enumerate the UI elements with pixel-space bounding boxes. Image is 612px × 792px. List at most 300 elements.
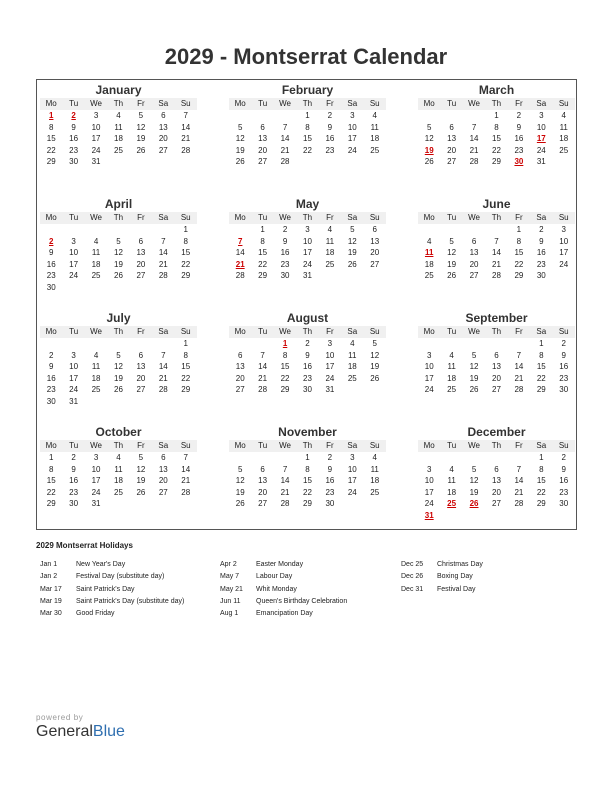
day-cell (485, 452, 507, 464)
day-cell: 22 (536, 487, 546, 497)
weekday-label: Tu (69, 99, 79, 108)
month-september (418, 311, 575, 396)
day-cell: 1 (305, 453, 310, 462)
day-cell: 23 (46, 271, 56, 281)
holiday-day: 17 (536, 134, 546, 144)
day-cell: 19 (469, 487, 479, 497)
month-name: September (465, 311, 528, 325)
day-cell: 19 (136, 134, 146, 144)
footer-branding (36, 713, 125, 741)
weekday-label: Tu (258, 99, 268, 108)
day-cell: 7 (282, 122, 288, 132)
week-row (40, 338, 197, 350)
weekday-header (418, 440, 575, 452)
day-cell: 4 (372, 453, 377, 462)
day-cell: 13 (158, 464, 168, 474)
weekday-label: Tu (69, 213, 79, 222)
day-cell: 24 (91, 487, 101, 497)
day-cell: 8 (516, 236, 522, 246)
day-cell (175, 396, 197, 408)
day-cell: 15 (258, 248, 268, 258)
holiday-entry (220, 596, 400, 608)
day-cell (130, 156, 152, 168)
holiday-entry (220, 608, 400, 620)
brand-blue: Blue (92, 723, 125, 740)
day-cell: 14 (514, 476, 524, 486)
day-cell: 18 (370, 134, 380, 144)
day-cell: 11 (447, 362, 456, 372)
month-december (418, 425, 575, 522)
week-row (229, 475, 386, 487)
day-cell: 8 (305, 122, 310, 132)
day-cell: 5 (237, 464, 243, 474)
week-row (40, 361, 197, 373)
week-row (40, 464, 197, 476)
day-cell (40, 338, 62, 350)
day-cell: 7 (516, 350, 522, 360)
day-cell: 2 (48, 350, 54, 360)
day-cell: 27 (258, 499, 268, 509)
holiday-name: Festival Day (437, 585, 476, 593)
day-cell: 8 (494, 122, 499, 132)
week-row (40, 498, 197, 510)
holiday-entry (40, 559, 220, 571)
day-cell: 29 (536, 499, 546, 509)
day-cell: 17 (347, 134, 357, 144)
day-cell: 30 (559, 499, 569, 509)
day-cell: 12 (469, 476, 479, 486)
day-cell: 14 (469, 134, 479, 144)
holiday-day: 1 (48, 111, 54, 120)
day-cell: 27 (258, 157, 268, 167)
month-january (40, 83, 197, 168)
day-cell: 20 (235, 373, 245, 383)
generalblue-logo (36, 723, 125, 741)
month-name: August (286, 311, 329, 325)
day-cell (508, 452, 530, 464)
day-cell: 26 (235, 157, 245, 167)
day-cell: 6 (138, 350, 144, 360)
week-row (229, 247, 386, 259)
day-cell: 11 (447, 476, 456, 486)
week-row (418, 475, 575, 487)
holiday-name: Boxing Day (437, 573, 473, 581)
day-cell (508, 510, 530, 522)
day-cell (152, 156, 174, 168)
day-cell: 7 (516, 464, 522, 474)
day-cell: 3 (539, 111, 544, 120)
day-cell: 17 (424, 487, 434, 497)
week-row (418, 133, 575, 145)
month-june (418, 197, 575, 282)
holiday-day: 7 (237, 236, 243, 246)
holiday-entry (401, 584, 581, 596)
weekday-label: Tu (258, 327, 268, 336)
weekday-label: Mo (423, 441, 435, 450)
day-cell (251, 452, 273, 464)
weekday-label: We (90, 327, 102, 336)
day-cell: 1 (494, 111, 499, 120)
day-cell (553, 156, 575, 168)
day-cell: 27 (136, 385, 146, 395)
day-cell: 29 (280, 385, 290, 395)
day-cell: 1 (516, 225, 522, 234)
day-cell (530, 510, 552, 522)
weekday-label: Sa (347, 99, 358, 108)
day-cell: 10 (69, 248, 79, 258)
day-cell: 24 (347, 487, 357, 497)
week-row (40, 156, 197, 168)
weekday-label: Tu (258, 213, 268, 222)
day-cell (553, 270, 575, 282)
day-cell: 4 (116, 453, 121, 462)
weekday-label: Mo (45, 99, 57, 108)
holiday-date: Apr 2 (220, 561, 237, 568)
holiday-day: 2 (48, 236, 54, 246)
week-row (40, 133, 197, 145)
week-row (418, 361, 575, 373)
week-row (229, 156, 386, 168)
day-cell: 29 (181, 385, 191, 395)
day-cell: 2 (282, 225, 288, 234)
day-cell: 12 (136, 464, 146, 474)
day-cell: 12 (447, 248, 457, 258)
week-row (40, 122, 197, 134)
day-cell: 19 (235, 145, 245, 155)
day-cell: 12 (136, 122, 146, 132)
day-cell: 19 (469, 373, 479, 383)
day-cell: 25 (370, 487, 380, 497)
day-cell (175, 156, 197, 168)
day-cell: 24 (536, 145, 546, 155)
day-cell: 17 (424, 373, 434, 383)
day-cell (62, 224, 84, 236)
day-cell: 15 (536, 476, 546, 486)
day-cell: 30 (559, 385, 569, 395)
day-cell (463, 452, 485, 464)
weekday-header (229, 98, 386, 110)
month-february (229, 83, 386, 168)
day-cell: 10 (325, 350, 335, 360)
day-cell: 26 (347, 259, 357, 269)
powered-by-text: powered by (36, 713, 84, 722)
day-cell: 17 (91, 476, 101, 486)
holiday-day: 19 (424, 145, 434, 155)
day-cell (130, 396, 152, 408)
day-cell (251, 338, 273, 350)
holiday-date: Aug 1 (220, 610, 239, 618)
holiday-column (220, 559, 400, 620)
day-cell: 7 (471, 122, 477, 132)
holiday-name: Whit Monday (256, 585, 297, 593)
day-cell: 20 (370, 248, 380, 258)
day-cell: 19 (136, 476, 146, 486)
day-cell (341, 498, 363, 510)
week-row (40, 452, 197, 464)
holiday-entry (40, 596, 220, 608)
day-cell: 8 (48, 122, 54, 132)
holiday-date: Jan 1 (40, 561, 58, 568)
day-cell: 16 (514, 134, 524, 144)
holiday-entry (40, 571, 220, 583)
day-cell: 3 (93, 111, 99, 120)
day-cell: 3 (426, 350, 432, 360)
weekday-header (229, 212, 386, 224)
day-cell: 6 (372, 225, 377, 234)
weekday-label: Su (180, 441, 191, 450)
day-cell (418, 452, 440, 464)
day-cell: 10 (91, 122, 101, 132)
week-row (418, 510, 575, 522)
day-cell: 6 (138, 236, 144, 246)
weekday-label: Mo (234, 99, 246, 108)
day-cell: 14 (514, 362, 524, 372)
week-row (418, 236, 575, 248)
day-cell: 30 (303, 385, 312, 395)
month-october (40, 425, 197, 510)
day-cell (553, 510, 575, 522)
day-cell: 5 (449, 236, 454, 246)
day-cell: 19 (235, 487, 245, 497)
day-cell: 22 (536, 373, 546, 383)
day-cell: 1 (183, 339, 188, 348)
day-cell: 10 (91, 464, 101, 474)
day-cell (463, 110, 485, 122)
weekday-label: Tu (258, 441, 268, 450)
day-cell: 30 (325, 499, 335, 509)
holiday-date: Dec 31 (401, 585, 424, 593)
day-cell (508, 338, 530, 350)
week-row (229, 122, 386, 134)
holiday-date: Jan 2 (40, 573, 58, 581)
weekday-label: Sa (347, 327, 358, 336)
day-cell: 25 (347, 373, 357, 383)
week-row (40, 110, 197, 122)
day-cell: 15 (181, 362, 191, 372)
week-row (40, 487, 197, 499)
week-row (229, 236, 386, 248)
day-cell: 25 (91, 271, 101, 281)
day-cell: 14 (280, 476, 290, 486)
week-row (40, 145, 197, 157)
day-cell (341, 156, 363, 168)
day-cell: 30 (536, 271, 546, 281)
day-cell: 2 (561, 453, 566, 462)
day-cell: 12 (424, 134, 434, 144)
day-cell: 20 (492, 487, 501, 497)
day-cell: 16 (69, 476, 79, 486)
day-cell: 24 (91, 145, 101, 155)
day-cell (485, 510, 507, 522)
day-cell: 28 (258, 385, 268, 395)
day-cell (229, 224, 251, 236)
calendar-grid (36, 79, 577, 530)
day-cell: 25 (114, 145, 123, 155)
day-cell: 26 (424, 157, 434, 167)
day-cell: 28 (280, 499, 290, 509)
day-cell (440, 510, 462, 522)
day-cell: 17 (325, 362, 335, 372)
day-cell: 15 (46, 134, 56, 144)
day-cell: 14 (158, 248, 168, 258)
day-cell: 20 (258, 487, 268, 497)
weekday-label: Tu (447, 441, 457, 450)
weekday-label: Th (113, 441, 124, 450)
day-cell: 3 (93, 453, 99, 462)
day-cell: 2 (539, 225, 544, 234)
day-cell: 4 (350, 339, 355, 348)
day-cell (85, 396, 107, 408)
day-cell: 16 (69, 134, 79, 144)
weekday-label: Su (369, 213, 380, 222)
weekday-label: We (468, 327, 480, 336)
day-cell: 23 (46, 385, 56, 395)
day-cell (85, 338, 107, 350)
day-cell: 6 (494, 350, 499, 360)
week-row (418, 259, 575, 271)
day-cell (152, 224, 174, 236)
weekday-label: Sa (158, 99, 169, 108)
day-cell: 11 (114, 464, 123, 474)
day-cell: 26 (114, 271, 123, 281)
month-name: June (482, 197, 511, 211)
day-cell (485, 338, 507, 350)
week-row (229, 384, 386, 396)
weekday-label: Su (558, 213, 569, 222)
day-cell: 21 (280, 487, 290, 497)
day-cell: 27 (492, 385, 501, 395)
day-cell: 20 (258, 145, 268, 155)
weekday-label: Su (369, 99, 380, 108)
week-row (229, 487, 386, 499)
weekday-label: Fr (326, 327, 334, 336)
day-cell: 18 (370, 476, 380, 486)
day-cell: 24 (347, 145, 357, 155)
day-cell: 3 (350, 453, 355, 462)
holidays-title: 2029 Montserrat Holidays (36, 541, 133, 550)
day-cell: 31 (325, 385, 335, 395)
month-name: July (106, 311, 131, 325)
month-july (40, 311, 197, 408)
day-cell: 10 (536, 122, 546, 132)
day-cell: 28 (181, 145, 191, 155)
day-cell: 23 (69, 487, 79, 497)
day-cell: 2 (516, 111, 522, 120)
day-cell: 1 (539, 339, 544, 348)
day-cell: 4 (93, 350, 99, 360)
day-cell (341, 384, 363, 396)
weekday-label: Th (491, 327, 502, 336)
weekday-label: We (279, 99, 291, 108)
day-cell: 3 (426, 464, 432, 474)
day-cell: 29 (46, 157, 56, 167)
day-cell (175, 498, 197, 510)
day-cell: 28 (280, 157, 290, 167)
day-cell: 6 (260, 464, 265, 474)
day-cell: 18 (347, 362, 357, 372)
day-cell: 5 (237, 122, 243, 132)
day-cell: 3 (305, 225, 310, 234)
weekday-label: Th (113, 327, 124, 336)
day-cell: 30 (46, 282, 56, 292)
day-cell: 8 (260, 236, 265, 246)
day-cell: 25 (424, 271, 434, 281)
week-row (229, 338, 386, 350)
holiday-name: Saint Patrick's Day (76, 585, 135, 593)
day-cell: 17 (69, 373, 79, 383)
day-cell: 4 (372, 111, 377, 120)
day-cell: 21 (492, 259, 501, 269)
day-cell: 25 (91, 385, 101, 395)
weekday-label: Th (113, 213, 124, 222)
week-row (229, 464, 386, 476)
day-cell (152, 396, 174, 408)
day-cell: 27 (370, 259, 380, 269)
day-cell: 7 (161, 236, 166, 246)
day-cell: 16 (46, 373, 56, 383)
weekday-label: Th (491, 99, 502, 108)
day-cell (418, 224, 440, 236)
month-name: November (278, 425, 337, 439)
day-cell: 13 (469, 248, 479, 258)
weekday-label: Fr (515, 99, 523, 108)
weekday-label: Su (369, 327, 380, 336)
day-cell (364, 498, 386, 510)
day-cell: 18 (91, 373, 101, 383)
day-cell: 12 (347, 236, 357, 246)
day-cell: 26 (136, 487, 146, 497)
day-cell: 1 (305, 111, 310, 120)
week-row (40, 475, 197, 487)
weekday-label: Th (302, 441, 313, 450)
month-april (40, 197, 197, 294)
day-cell: 16 (303, 362, 312, 372)
day-cell: 29 (258, 271, 268, 281)
day-cell (440, 452, 462, 464)
day-cell: 19 (114, 373, 123, 383)
day-cell: 25 (370, 145, 380, 155)
holiday-entry (220, 559, 400, 571)
day-cell: 19 (114, 259, 123, 269)
day-cell: 1 (260, 225, 265, 234)
day-cell: 15 (280, 362, 290, 372)
day-cell: 6 (161, 453, 166, 462)
day-cell (152, 498, 174, 510)
weekday-label: Th (491, 441, 502, 450)
holiday-date: May 7 (220, 573, 240, 581)
weekday-label: Th (302, 99, 313, 108)
day-cell: 8 (282, 350, 288, 360)
week-row (418, 145, 575, 157)
day-cell: 5 (116, 350, 121, 360)
weekday-label: Fr (326, 99, 334, 108)
day-cell: 8 (539, 464, 544, 474)
holiday-date: Mar 17 (40, 585, 62, 593)
day-cell: 2 (305, 339, 310, 348)
day-cell: 25 (325, 259, 335, 269)
day-cell: 27 (158, 145, 168, 155)
day-cell: 8 (305, 464, 310, 474)
day-cell: 17 (91, 134, 101, 144)
day-cell (85, 282, 107, 294)
day-cell: 14 (280, 134, 290, 144)
day-cell (130, 338, 152, 350)
weekday-label: Fr (326, 441, 334, 450)
day-cell: 1 (48, 453, 54, 462)
day-cell: 18 (447, 373, 457, 383)
day-cell: 30 (69, 157, 79, 167)
day-cell: 13 (258, 134, 268, 144)
